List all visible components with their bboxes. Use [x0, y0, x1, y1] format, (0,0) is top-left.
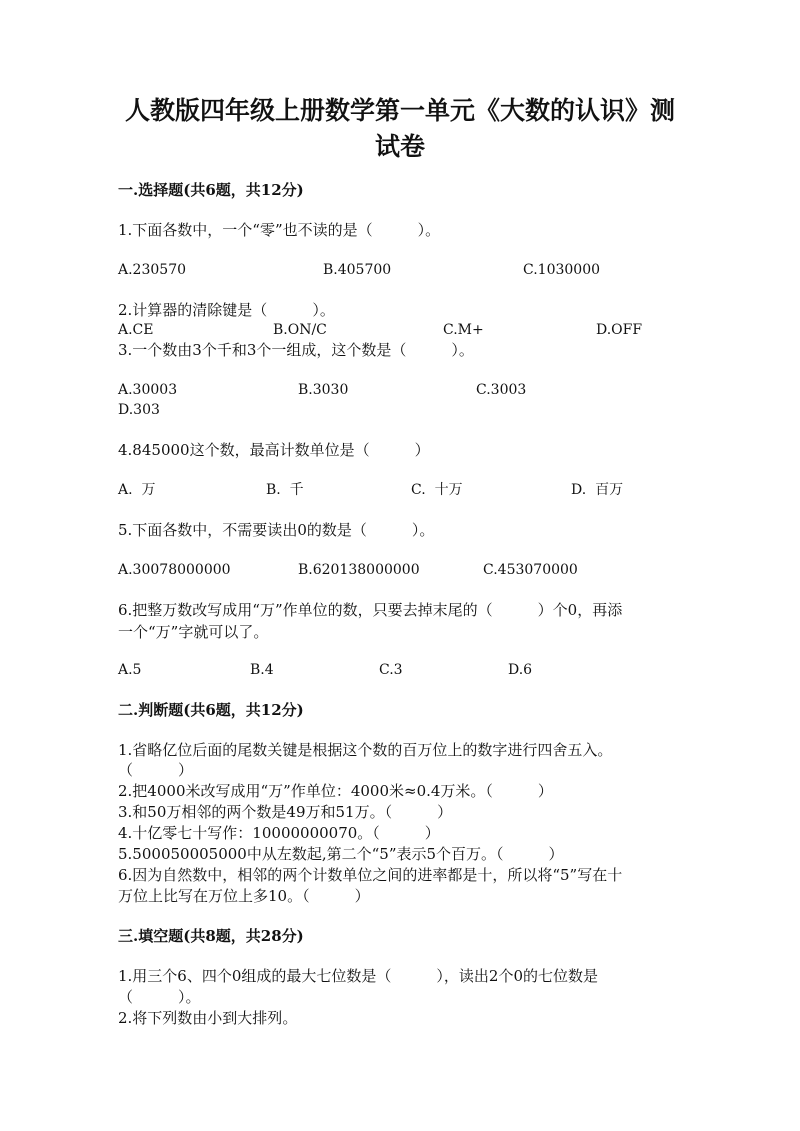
s1-q4-option-a: A. 万: [118, 482, 156, 498]
s1-q4-option-d: D. 百万: [571, 482, 624, 498]
s2-q5-text: 5.500050005000中从左数起,第二个“5”表示5个百万。（ ）: [118, 845, 564, 863]
title-line-2: 试卷: [374, 132, 425, 161]
s1-q1-option-b: B.405700: [323, 262, 392, 278]
document-title: [100, 93, 700, 165]
s1-q6-option-b: B.4: [250, 662, 274, 678]
s1-q6-line-1: 6.把整万数改写成用“万”作单位的数，只要去掉末尾的（ ）个0，再添: [118, 601, 623, 619]
s1-q4-option-c: C. 十万: [411, 482, 463, 498]
s1-q1-option-a: A.230570: [118, 262, 187, 278]
s1-q3-text: 3.一个数由3个千和3个一组成，这个数是（ ）。: [118, 341, 474, 359]
s1-q3-option-d: D.303: [118, 402, 160, 418]
s1-q1-option-c: C.1030000: [523, 262, 601, 278]
s1-q2-text: 2.计算器的清除键是（ ）。: [118, 301, 335, 319]
s1-q5-text: 5.下面各数中，不需要读出0的数是（ ）。: [118, 521, 435, 539]
section-1-heading: 一.选择题(共6题，共12分): [118, 181, 304, 199]
s1-q2-option-c: C.M+: [443, 322, 484, 338]
s1-q2-option-b: B.ON/C: [273, 322, 327, 338]
s1-q5-option-a: A.30078000000: [118, 562, 231, 578]
s1-q3-option-a: A.30003: [118, 382, 178, 398]
title-line-1: 人教版四年级上册数学第一单元《大数的认识》测: [124, 96, 675, 125]
s2-q6-line-1: 6.因为自然数中，相邻的两个计数单位之间的进率都是十，所以将“5”写在十: [118, 866, 623, 884]
s1-q6-line-2: 一个“万”字就可以了。: [118, 623, 269, 641]
s2-q4-text: 4.十亿零七十写作：10000000070。（ ）: [118, 824, 440, 842]
s2-q6-line-2: 万位上比写在万位上多10。（ ）: [118, 887, 370, 905]
s1-q6-option-c: C.3: [379, 662, 403, 678]
s1-q3-option-b: B.3030: [298, 382, 349, 398]
s1-q4-option-b: B. 千: [266, 482, 304, 498]
s2-q2-text: 2.把4000米改写成用“万”作单位：4000米≈0.4万米。（ ）: [118, 782, 553, 800]
s3-q1-line-2: （ ）。: [118, 988, 201, 1006]
s2-q1-line-2: （ ）: [118, 761, 194, 779]
s1-q3-option-c: C.3003: [476, 382, 527, 398]
s1-q6-option-d: D.6: [508, 662, 533, 678]
s1-q2-option-a: A.CE: [118, 322, 154, 338]
section-3-heading: 三.填空题(共8题，共28分): [118, 927, 304, 945]
section-2-heading: 二.判断题(共6题，共12分): [118, 701, 304, 719]
s2-q1-line-1: 1.省略亿位后面的尾数关键是根据这个数的百万位上的数字进行四舍五入。: [118, 741, 613, 759]
s2-q3-text: 3.和50万相邻的两个数是49万和51万。（ ）: [118, 803, 453, 821]
s1-q6-option-a: A.5: [118, 662, 142, 678]
s1-q5-option-b: B.620138000000: [298, 562, 420, 578]
s3-q2-text: 2.将下列数由小到大排列。: [118, 1009, 298, 1027]
s1-q4-text: 4.845000这个数，最高计数单位是（ ）: [118, 441, 430, 459]
s1-q5-option-c: C.453070000: [483, 562, 578, 578]
s1-q1-text: 1.下面各数中，一个“零”也不读的是（ ）。: [118, 221, 441, 239]
s3-q1-line-1: 1.用三个6、四个0组成的最大七位数是（ ），读出2个0的七位数是: [118, 967, 598, 985]
s1-q2-option-d: D.OFF: [596, 322, 643, 338]
